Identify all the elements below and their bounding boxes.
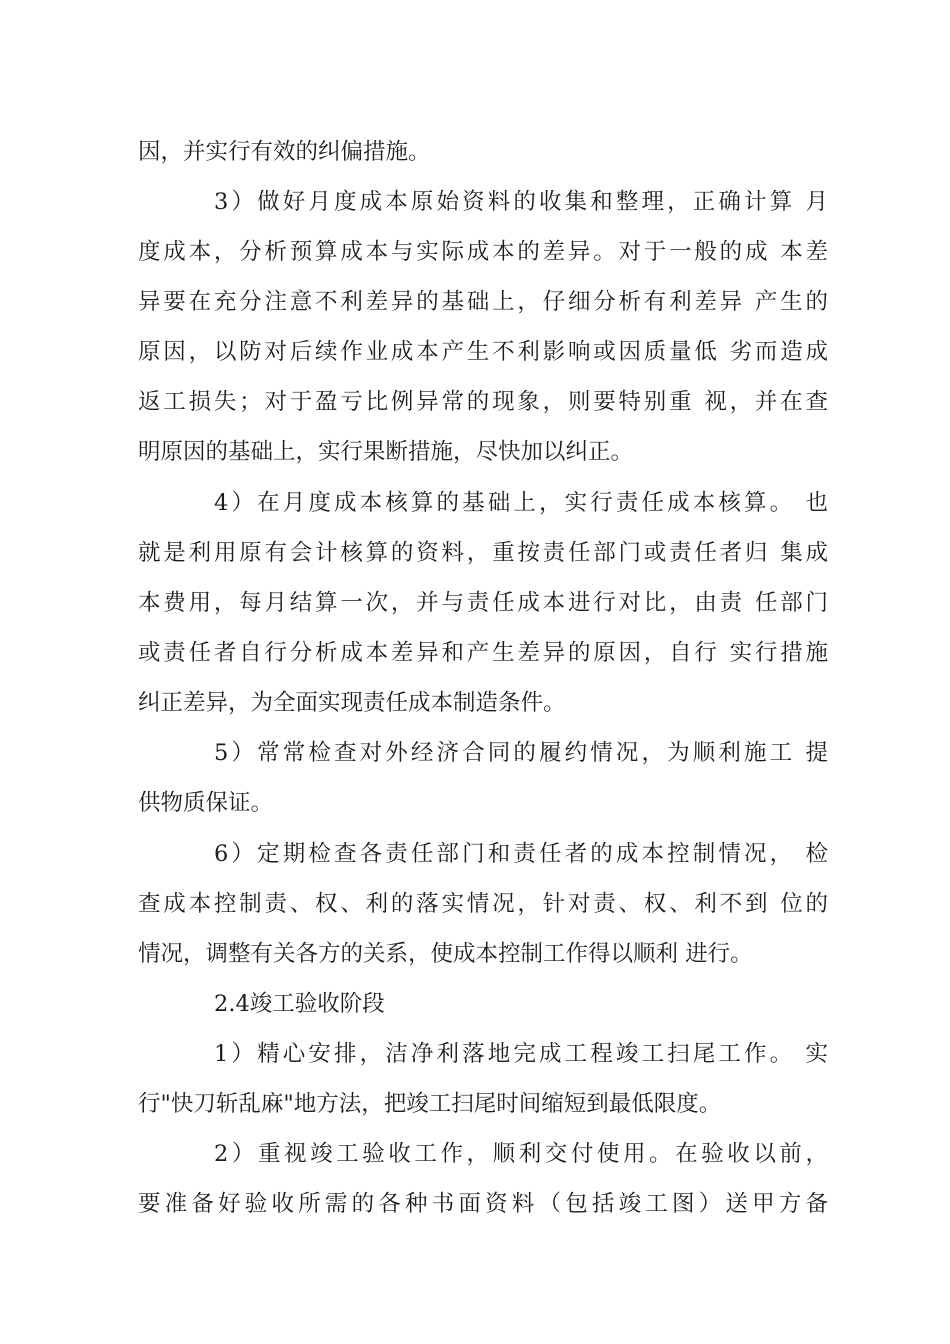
text-line: 5）常常检查对外经济合同的履约情况，为顺利施工 提	[214, 740, 828, 766]
text-line: 就是利用原有会计核算的资料，重按责任部门或责任者归 集成	[138, 540, 828, 566]
text-line: 1）精心安排，洁净利落地完成工程竣工扫尾工作。 实	[214, 1041, 828, 1067]
text-line: 纠正差异，为全面实现责任成本制造条件。	[138, 690, 566, 716]
text-line: 情况，调整有关各方的关系，使成本控制工作得以顺利 进行。	[138, 941, 753, 967]
text-line: 行"快刀斩乱麻"地方法，把竣工扫尾时间缩短到最低限度。	[138, 1091, 722, 1117]
text-line: 因，并实行有效的纠偏措施。	[138, 139, 431, 165]
text-line: 本费用，每月结算一次，并与责任成本进行对比，由责 任部门	[138, 590, 828, 616]
section-heading: 2.4竣工验收阶段	[214, 991, 385, 1017]
text-line: 异要在充分注意不利差异的基础上，仔细分析有利差异 产生的	[138, 289, 828, 315]
text-line: 或责任者自行分析成本差异和产生差异的原因，自行 实行措施	[138, 640, 828, 666]
text-line: 供物质保证。	[138, 790, 274, 816]
text-line: 查成本控制责、权、利的落实情况，针对责、权、利不到 位的	[138, 891, 828, 917]
text-line: 返工损失；对于盈亏比例异常的现象，则要特别重 视，并在查	[138, 389, 828, 415]
text-line: 3）做好月度成本原始资料的收集和整理，正确计算 月	[214, 189, 828, 215]
text-line: 原因，以防对后续作业成本产生不利影响或因质量低 劣而造成	[138, 339, 828, 365]
text-line: 2）重视竣工验收工作，顺利交付使用。在验收以前，	[214, 1141, 828, 1167]
text-line: 4）在月度成本核算的基础上，实行责任成本核算。 也	[214, 490, 828, 516]
text-line: 6）定期检查各责任部门和责任者的成本控制情况， 检	[214, 841, 828, 867]
text-line: 明原因的基础上，实行果断措施，尽快加以纠正。	[138, 439, 634, 465]
text-line: 要准备好验收所需的各种书面资料（包括竣工图）送甲方备	[138, 1191, 828, 1217]
text-line: 度成本，分析预算成本与实际成本的差异。对于一般的成 本差	[138, 239, 828, 265]
